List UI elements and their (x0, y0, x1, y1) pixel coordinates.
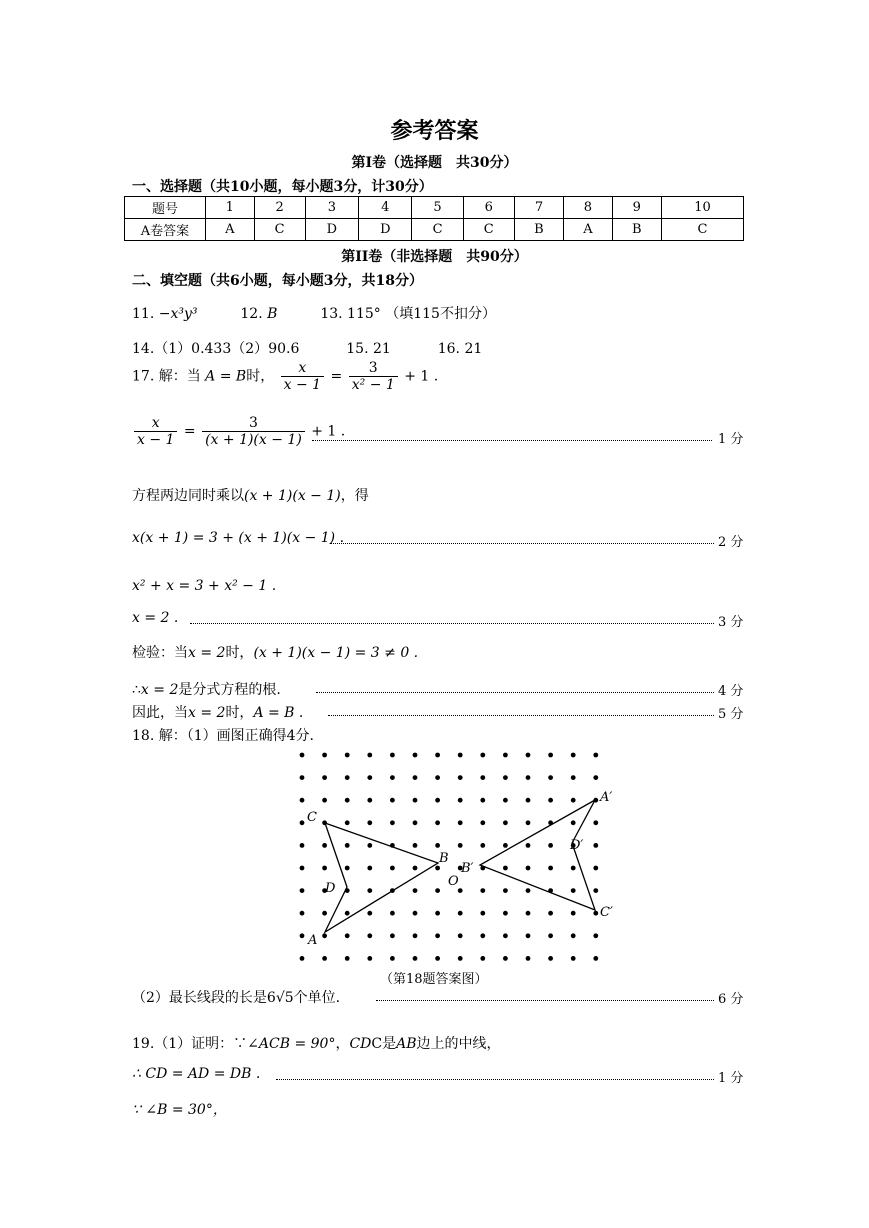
grid-dot (458, 753, 463, 758)
grid-dot (526, 956, 531, 961)
grid-dot (300, 956, 305, 961)
grid-dot (571, 798, 576, 803)
triangle-a1b1c1 (480, 800, 595, 910)
dotted-leader (328, 715, 714, 716)
grid-dot (367, 753, 372, 758)
dotted-leader (276, 1079, 714, 1080)
grid-dot (390, 866, 395, 871)
q12-num: 12. (240, 306, 263, 322)
grid-dot (480, 911, 485, 916)
grid-dot (571, 866, 576, 871)
page-title: 参考答案 (390, 118, 479, 144)
fraction-lhs: $\frac{x}{x - 1}$ (134, 415, 177, 448)
q14-q16-line (132, 338, 482, 358)
grid-dot (413, 956, 418, 961)
grid-dot (458, 911, 463, 916)
grid-dot (322, 798, 327, 803)
q16-answer: 21 (464, 341, 483, 357)
label-d1: D′ (570, 838, 584, 853)
grid-dot (571, 933, 576, 938)
grid-dot (503, 911, 508, 916)
q13-num: 13. (320, 306, 343, 322)
grid-dot (435, 888, 440, 893)
table-row (125, 197, 744, 219)
grid-dot (593, 933, 598, 938)
grid-dot (367, 911, 372, 916)
section-fill: 二、填空题（共6小题，每小题3分，共18分） (132, 273, 423, 289)
label-b1: B′ (461, 861, 474, 876)
label-a: A (308, 933, 318, 948)
dotted-leader (376, 1000, 714, 1001)
grid-dot (548, 843, 553, 848)
table-cell: 7 (514, 197, 563, 219)
table-cell: 6 (463, 197, 514, 219)
table-cell: 4 (359, 197, 412, 219)
q17-eq2: x(x + 1) = 3 + (x + 1)(x − 1) . (132, 530, 345, 546)
grid-dot (390, 820, 395, 825)
table-cell: 2 (254, 197, 305, 219)
table-cell: 8 (564, 197, 613, 219)
grid-dot (480, 753, 485, 758)
q15-num: 15. (346, 341, 369, 357)
grid-dot (322, 843, 327, 848)
grid-dot (435, 956, 440, 961)
grid-dot (300, 843, 305, 848)
grid-dot (390, 775, 395, 780)
table-answer-label: A卷答案 (125, 219, 206, 241)
grid-dot (367, 843, 372, 848)
equals-sign: = (183, 423, 196, 440)
grid-dot (390, 753, 395, 758)
label-o: O (448, 874, 459, 889)
label-d: D (325, 881, 336, 896)
grid-dot (345, 753, 350, 758)
grid-dot (367, 866, 372, 871)
grid-dot (526, 866, 531, 871)
q13-note: （填115不扣分） (385, 306, 496, 322)
q14-part2: （2） (231, 341, 269, 357)
grid-dot (503, 775, 508, 780)
answer-table (124, 196, 744, 241)
grid-dot (345, 820, 350, 825)
q17-time: 时， (246, 368, 275, 385)
grid-dot (503, 866, 508, 871)
dotted-leader (330, 543, 714, 544)
table-cell: 1 (206, 197, 255, 219)
grid-dot (367, 775, 372, 780)
grid-dot (458, 843, 463, 848)
score-2: 2 分 (718, 535, 744, 550)
q17-eq4: x = 2 . (132, 610, 179, 626)
grid-dot (593, 888, 598, 893)
grid-dot (458, 775, 463, 780)
q14-answer2: 90.6 (268, 341, 300, 357)
label-b: B (439, 851, 449, 866)
grid-dot (593, 820, 598, 825)
grid-dot (526, 820, 531, 825)
q17-eq3: x² + x = 3 + x² − 1 . (132, 578, 277, 594)
grid-dot (300, 933, 305, 938)
table-cell: 10 (661, 197, 743, 219)
grid-dot (322, 753, 327, 758)
grid-dot (367, 956, 372, 961)
score-4: 4 分 (718, 684, 744, 699)
grid-dot (503, 933, 508, 938)
q17-conclusion: 因此，当x = 2时，A = B . (132, 705, 304, 721)
grid-dot (413, 775, 418, 780)
table-header-label: 题号 (125, 197, 206, 219)
grid-dot (413, 933, 418, 938)
grid-dot (435, 798, 440, 803)
grid-dot (526, 911, 531, 916)
q16-num: 16. (437, 341, 460, 357)
grid-dot (435, 911, 440, 916)
grid-dot (593, 956, 598, 961)
q14-num: 14.（1） (132, 341, 192, 357)
grid-dot (593, 775, 598, 780)
table-cell: C (254, 219, 305, 241)
table-cell: 9 (612, 197, 661, 219)
table-cell: C (463, 219, 514, 241)
table-cell: C (661, 219, 743, 241)
grid-dot (413, 798, 418, 803)
q17-intro: 17. 解：当 (132, 368, 201, 385)
table-cell: 3 (305, 197, 358, 219)
grid-dot (413, 911, 418, 916)
grid-dot (503, 753, 508, 758)
grid-dot (458, 956, 463, 961)
grid-dot (548, 956, 553, 961)
grid-dot (571, 956, 576, 961)
grid-dot (526, 933, 531, 938)
table-cell: A (564, 219, 613, 241)
q13-answer: 115° (347, 306, 381, 322)
grid-dot (593, 911, 598, 916)
q11-num: 11. (132, 306, 155, 322)
grid-dot (571, 753, 576, 758)
grid-dot (345, 933, 350, 938)
grid-dot (322, 911, 327, 916)
grid-dot (503, 843, 508, 848)
grid-dot (413, 753, 418, 758)
grid-dot (503, 820, 508, 825)
dotted-leader (190, 623, 714, 624)
grid-dot (345, 866, 350, 871)
score-1: 1 分 (718, 432, 744, 447)
q18-figure (280, 745, 620, 965)
table-row (125, 219, 744, 241)
grid-dot (345, 798, 350, 803)
label-c: C (307, 810, 317, 825)
fraction-rhs: $\frac{3}{\text{x² − 1}}$ (349, 360, 398, 393)
grid-dot (322, 956, 327, 961)
grid-dot (367, 798, 372, 803)
q17-cond: A = B (205, 368, 247, 385)
table-cell: B (612, 219, 661, 241)
grid-dot (526, 775, 531, 780)
part2-heading: 第II卷（非选择题 共90分） (341, 249, 528, 265)
triangle-abc (325, 823, 438, 932)
q11-answer: −x³y³ (158, 306, 198, 322)
grid-dot (300, 775, 305, 780)
q19-line1: 19.（1）证明：∵∠ACB = 90°，CDC是AB边上的中线， (132, 1036, 501, 1052)
grid-dot (526, 888, 531, 893)
grid-dot (413, 843, 418, 848)
grid-dot (480, 843, 485, 848)
grid-dot (480, 956, 485, 961)
fraction-rhs: $\frac{3}{(x + 1)(x - 1)}$ (202, 415, 305, 448)
grid-dot (390, 933, 395, 938)
q12-answer: B (267, 306, 278, 322)
grid-dot (367, 820, 372, 825)
plus-one: + 1 . (404, 368, 439, 385)
grid-dot (548, 798, 553, 803)
grid-dot (300, 866, 305, 871)
grid-dot (367, 933, 372, 938)
grid-dot (413, 888, 418, 893)
score-q19-1: 1 分 (718, 1071, 744, 1086)
grid-dot (367, 888, 372, 893)
table-cell: 5 (412, 197, 463, 219)
grid-dot (526, 843, 531, 848)
q17-multiply: 方程两边同时乘以(x + 1)(x − 1)，得 (132, 488, 369, 504)
section-choice: 一、选择题（共10小题，每小题3分，计30分） (132, 179, 433, 195)
q17-line1 (132, 360, 438, 393)
table-cell: A (206, 219, 255, 241)
grid-dot (503, 888, 508, 893)
grid-dot (480, 933, 485, 938)
grid-dot (345, 843, 350, 848)
grid-dot (480, 798, 485, 803)
dot-grid (300, 753, 599, 961)
q19-line2: ∴ CD = AD = DB . (132, 1066, 261, 1082)
grid-dot (413, 866, 418, 871)
grid-dot (300, 888, 305, 893)
fraction-lhs: $\frac{x}{x - 1}$ (281, 360, 324, 393)
grid-dot (458, 933, 463, 938)
grid-dot (345, 911, 350, 916)
q14-answer1: 0.433 (191, 341, 232, 357)
grid-dot (480, 820, 485, 825)
table-cell: C (412, 219, 463, 241)
table-cell: D (305, 219, 358, 241)
q15-answer: 21 (372, 341, 391, 357)
score-6: 6 分 (718, 992, 744, 1007)
grid-dot (458, 820, 463, 825)
grid-dot (571, 888, 576, 893)
grid-dot (480, 775, 485, 780)
equals-sign: = (330, 368, 343, 385)
q17-root: ∴x = 2是分式方程的根. (132, 682, 281, 698)
grid-dot (526, 753, 531, 758)
q18-line2: （2）最长线段的长是6√5个单位. (132, 990, 341, 1006)
grid-dot (593, 866, 598, 871)
grid-dot (548, 866, 553, 871)
grid-dot (300, 753, 305, 758)
grid-dot (390, 911, 395, 916)
q11-q13-line (132, 303, 496, 323)
grid-dot (480, 888, 485, 893)
plus-one: + 1 . (311, 423, 346, 440)
grid-dot (548, 911, 553, 916)
grid-dot (458, 798, 463, 803)
score-3: 3 分 (718, 615, 744, 630)
grid-dot (593, 753, 598, 758)
q18-line1: 18. 解：（1）画图正确得4分. (132, 728, 314, 744)
grid-dot (300, 911, 305, 916)
part1-heading: 第Ⅰ卷（选择题 共30分） (351, 155, 518, 171)
dotted-leader (312, 440, 712, 441)
grid-dot (390, 798, 395, 803)
grid-dot (593, 843, 598, 848)
grid-dot (571, 820, 576, 825)
grid-dot (548, 775, 553, 780)
grid-dot (390, 956, 395, 961)
grid-dot (548, 933, 553, 938)
grid-dot (571, 911, 576, 916)
dotted-leader (316, 692, 714, 693)
grid-dot (435, 933, 440, 938)
table-cell: D (359, 219, 412, 241)
grid-dot (322, 775, 327, 780)
grid-dot (435, 866, 440, 871)
grid-dot (413, 820, 418, 825)
grid-dot (571, 775, 576, 780)
grid-dot (435, 775, 440, 780)
grid-dot (300, 798, 305, 803)
figure-caption: （第18题答案图） (380, 972, 488, 987)
grid-dot (503, 956, 508, 961)
grid-dot (526, 798, 531, 803)
grid-dot (548, 753, 553, 758)
table-cell: B (514, 219, 563, 241)
grid-dot (345, 956, 350, 961)
grid-dot (435, 753, 440, 758)
q19-line3: ∵ ∠B = 30°， (132, 1102, 227, 1118)
grid-dot (345, 775, 350, 780)
grid-dot (322, 866, 327, 871)
grid-dot (322, 933, 327, 938)
grid-dot (435, 820, 440, 825)
grid-dot (435, 843, 440, 848)
q17-line2 (132, 415, 345, 448)
label-a1: A′ (600, 790, 613, 805)
q17-check: 检验：当x = 2时，(x + 1)(x − 1) = 3 ≠ 0 . (132, 645, 419, 661)
score-5: 5 分 (718, 707, 744, 722)
label-c1: C′ (600, 905, 613, 920)
grid-dot (300, 820, 305, 825)
grid-dot (503, 798, 508, 803)
